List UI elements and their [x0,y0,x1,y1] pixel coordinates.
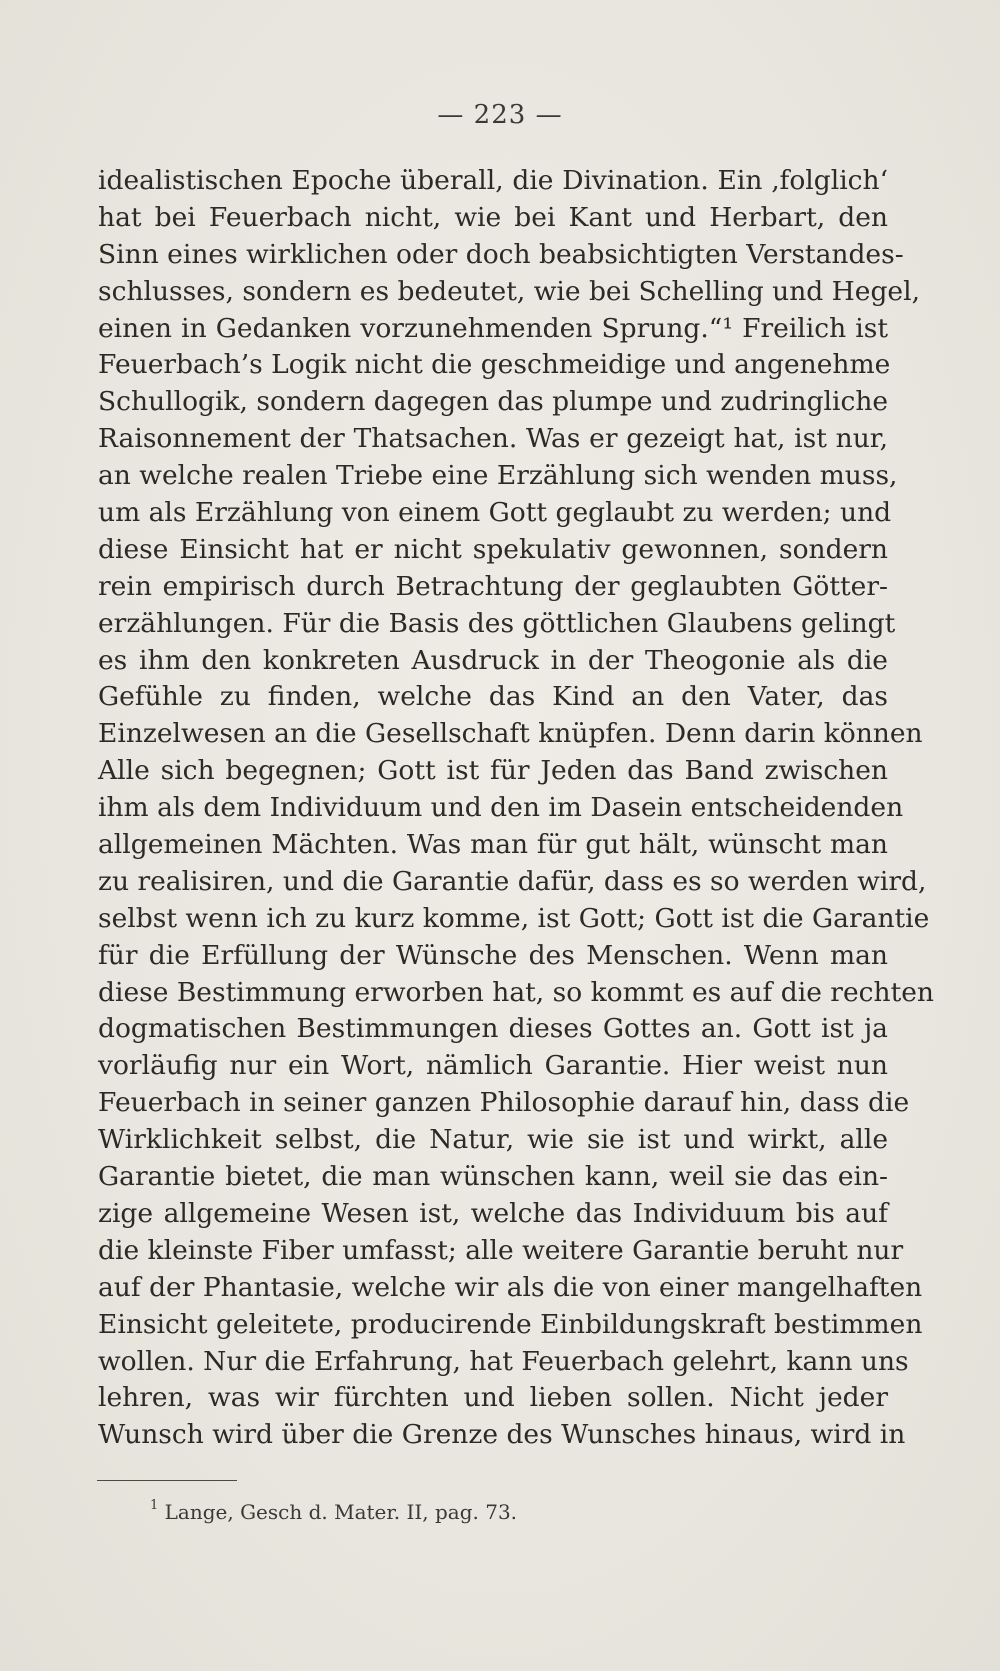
text-line: auf der Phantasie, welche wir als die von einer mangelhaften [98,1271,923,1303]
text-line: es ihm den konkreten Ausdruck in der Theogonie als die [98,644,888,676]
text-line: Feuerbach in seiner ganzen Philosophie darauf hin, dass die [98,1087,910,1119]
footnote [150,1500,517,1524]
text-line: hat bei Feuerbach nicht, wie bei Kant und Herbart, den [98,201,888,233]
text-line: wollen. Nur die Erfahrung, hat Feuerbach gelehrt, kann uns [98,1345,909,1377]
text-line: Wirklichkeit selbst, die Natur, wie sie ist und wirkt, alle [98,1124,888,1156]
footnote-text: Lange, Gesch d. Mater. II, pag. 73. [164,1500,518,1524]
text-line: vorläufig nur ein Wort, nämlich Garantie. Hier weist nun [98,1050,888,1082]
body-text [98,163,934,1454]
text-line: die kleinste Fiber umfasst; alle weitere Garantie beruht nur [98,1234,904,1266]
text-line: Wunsch wird über die Grenze des Wunsches hinaus, wird in [98,1419,906,1451]
page-number: — 223 — [437,100,563,130]
text-line: allgemeinen Mächten. Was man für gut hält, wünscht man [98,829,888,861]
text-line: schlusses, sondern es bedeutet, wie bei Schelling und Hegel, [98,275,920,307]
text-line: an welche realen Triebe eine Erzählung sich wenden muss, [98,460,898,492]
text-line: selbst wenn ich zu kurz komme, ist Gott; Gott ist die Garantie [98,902,930,934]
footnote-divider [97,1480,237,1481]
text-line: ihm als dem Individuum und den im Dasein entscheidenden [98,792,904,824]
footnote-marker: 1 [150,1498,159,1514]
text-line: diese Bestimmung erworben hat, so kommt es auf die rechten [98,976,934,1008]
text-line: idealistischen Epoche überall, die Divination. Ein ‚folglich‘ [98,165,888,196]
text-line: einen in Gedanken vorzunehmenden Sprung.“¹ Freilich ist [98,312,888,344]
text-line: Feuerbach’s Logik nicht die geschmeidige und angenehme [98,349,891,381]
text-line: rein empirisch durch Betrachtung der geglaubten Götter- [98,570,888,602]
text-line: Gefühle zu finden, welche das Kind an den Vater, das [98,681,888,713]
text-line: Sinn eines wirklichen oder doch beabsichtigten Verstandes- [98,238,904,270]
text-line: dogmatischen Bestimmungen dieses Gottes an. Gott ist ja [98,1013,888,1045]
text-line: diese Einsicht hat er nicht spekulativ gewonnen, sondern [98,533,888,565]
text-line: erzählungen. Für die Basis des göttlichen Glaubens gelingt [98,607,896,639]
text-line: zu realisiren, und die Garantie dafür, dass es so werden wird, [98,865,927,897]
text-line: um als Erzählung von einem Gott geglaubt zu werden; und [98,497,892,529]
text-line: Alle sich begegnen; Gott ist für Jeden das Band zwischen [98,755,888,787]
text-line: Einsicht geleitete, producirende Einbildungskraft bestimmen [98,1308,923,1340]
text-line: für die Erfüllung der Wünsche des Menschen. Wenn man [98,939,888,971]
text-line: lehren, was wir fürchten und lieben sollen. Nicht jeder [98,1382,888,1414]
text-line: Garantie bietet, die man wünschen kann, weil sie das ein- [98,1161,888,1193]
text-line: Raisonnement der Thatsachen. Was er gezeigt hat, ist nur, [98,423,888,455]
text-line: zige allgemeine Wesen ist, welche das Individuum bis auf [98,1197,888,1229]
text-line: Einzelwesen an die Gesellschaft knüpfen. Denn darin können [98,718,923,750]
text-line: Schullogik, sondern dagegen das plumpe und zudringliche [98,386,889,418]
